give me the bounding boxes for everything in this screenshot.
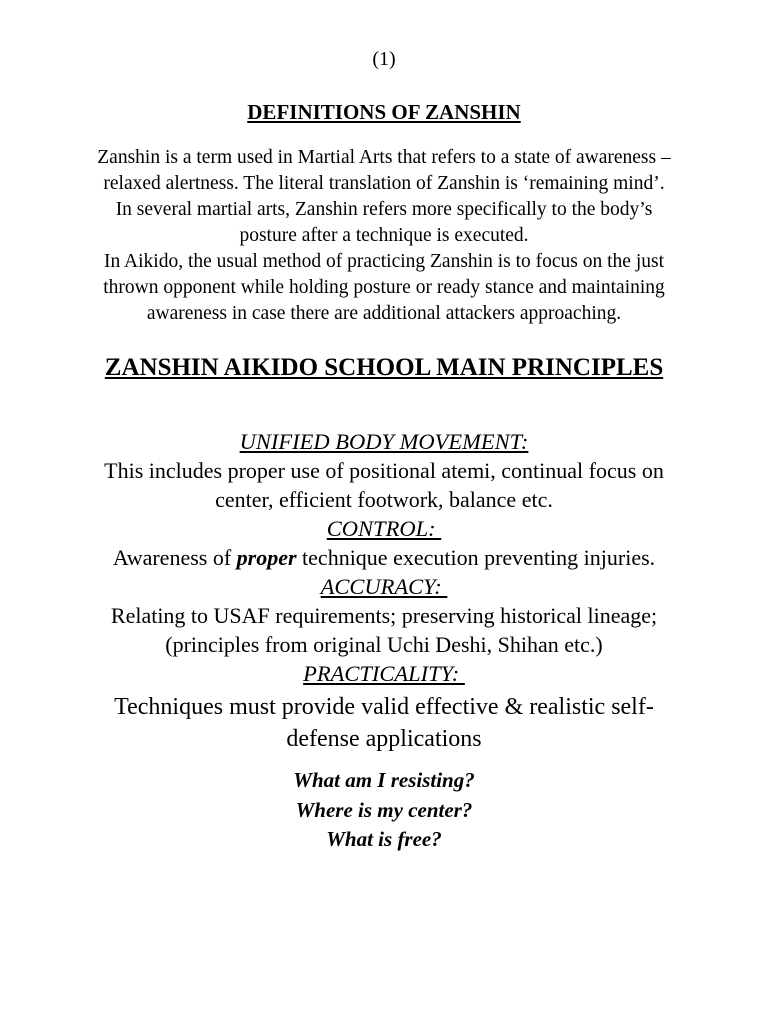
definitions-line: In Aikido, the usual method of practicing Zanshin is to focus on the just	[104, 251, 664, 272]
control-emphasis: proper	[236, 545, 297, 570]
principle-line: (principles from original Uchi Deshi, Shihan etc.)	[165, 632, 603, 657]
principle-heading-practicality: PRACTICALITY:	[303, 661, 465, 686]
definitions-line: posture after a technique is executed.	[239, 225, 529, 246]
principle-description-control	[20, 543, 748, 572]
principle-line: Relating to USAF requirements; preserving historical lineage;	[110, 603, 658, 628]
control-text-after: technique execution preventing injuries.	[296, 545, 656, 570]
definitions-line: thrown opponent while holding posture or ready stance and maintaining	[103, 277, 665, 298]
principle-line: defense applications	[286, 726, 482, 752]
definitions-line: In several martial arts, Zanshin refers more specifically to the body’s	[115, 199, 653, 220]
question-line: What am I resisting?	[293, 768, 475, 792]
principle-line: Techniques must provide valid effective & realistic self-	[114, 694, 654, 720]
principle-description-unified-body-movement	[20, 456, 748, 514]
principle-heading-accuracy: ACCURACY:	[320, 574, 448, 599]
definitions-paragraph	[30, 145, 738, 327]
principle-line: This includes proper use of positional atemi, continual focus on	[104, 458, 664, 483]
reflection-questions	[0, 766, 768, 855]
page-number: (1)	[372, 48, 396, 70]
principle-line: center, efficient footwork, balance etc.	[215, 487, 553, 512]
question-line: Where is my center?	[295, 797, 473, 822]
definitions-line: relaxed alertness. The literal translation of Zanshin is ‘remaining mind’.	[103, 173, 665, 194]
definitions-line: awareness in case there are additional attackers approaching.	[146, 303, 622, 324]
principles-section	[20, 427, 748, 755]
principle-line	[20, 543, 748, 572]
control-text-before: Awareness of	[112, 545, 237, 570]
principles-title: ZANSHIN AIKIDO SCHOOL MAIN PRINCIPLES	[104, 354, 664, 381]
definitions-title: DEFINITIONS OF ZANSHIN	[247, 100, 521, 124]
question-line: What is free?	[326, 827, 442, 851]
principle-description-practicality	[20, 691, 748, 755]
principle-heading-control: CONTROL:	[326, 516, 442, 541]
definitions-line: Zanshin is a term used in Martial Arts that refers to a state of awareness –	[97, 147, 671, 168]
principle-description-accuracy	[20, 601, 748, 659]
principle-heading-unified-body-movement: UNIFIED BODY MOVEMENT:	[239, 429, 529, 454]
